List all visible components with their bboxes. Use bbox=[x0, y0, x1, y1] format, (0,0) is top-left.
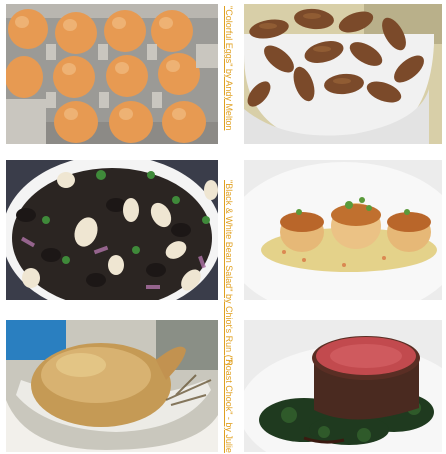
caption-text[interactable]: "Roast Chook" - by Julie bbox=[224, 356, 234, 453]
beef-tenderloin-photo bbox=[244, 320, 442, 452]
caption-text[interactable]: "Colorful Eggs" by Andy Melton bbox=[224, 6, 234, 131]
bean-salad-photo bbox=[6, 160, 218, 300]
caption-text[interactable]: "Black & White Bean Salad" by Chiot's Run (?) bbox=[224, 180, 234, 366]
almonds-photo bbox=[244, 4, 442, 144]
roast-chicken-photo bbox=[6, 320, 218, 452]
scallops-photo bbox=[244, 160, 442, 300]
eggs-photo bbox=[6, 4, 218, 144]
